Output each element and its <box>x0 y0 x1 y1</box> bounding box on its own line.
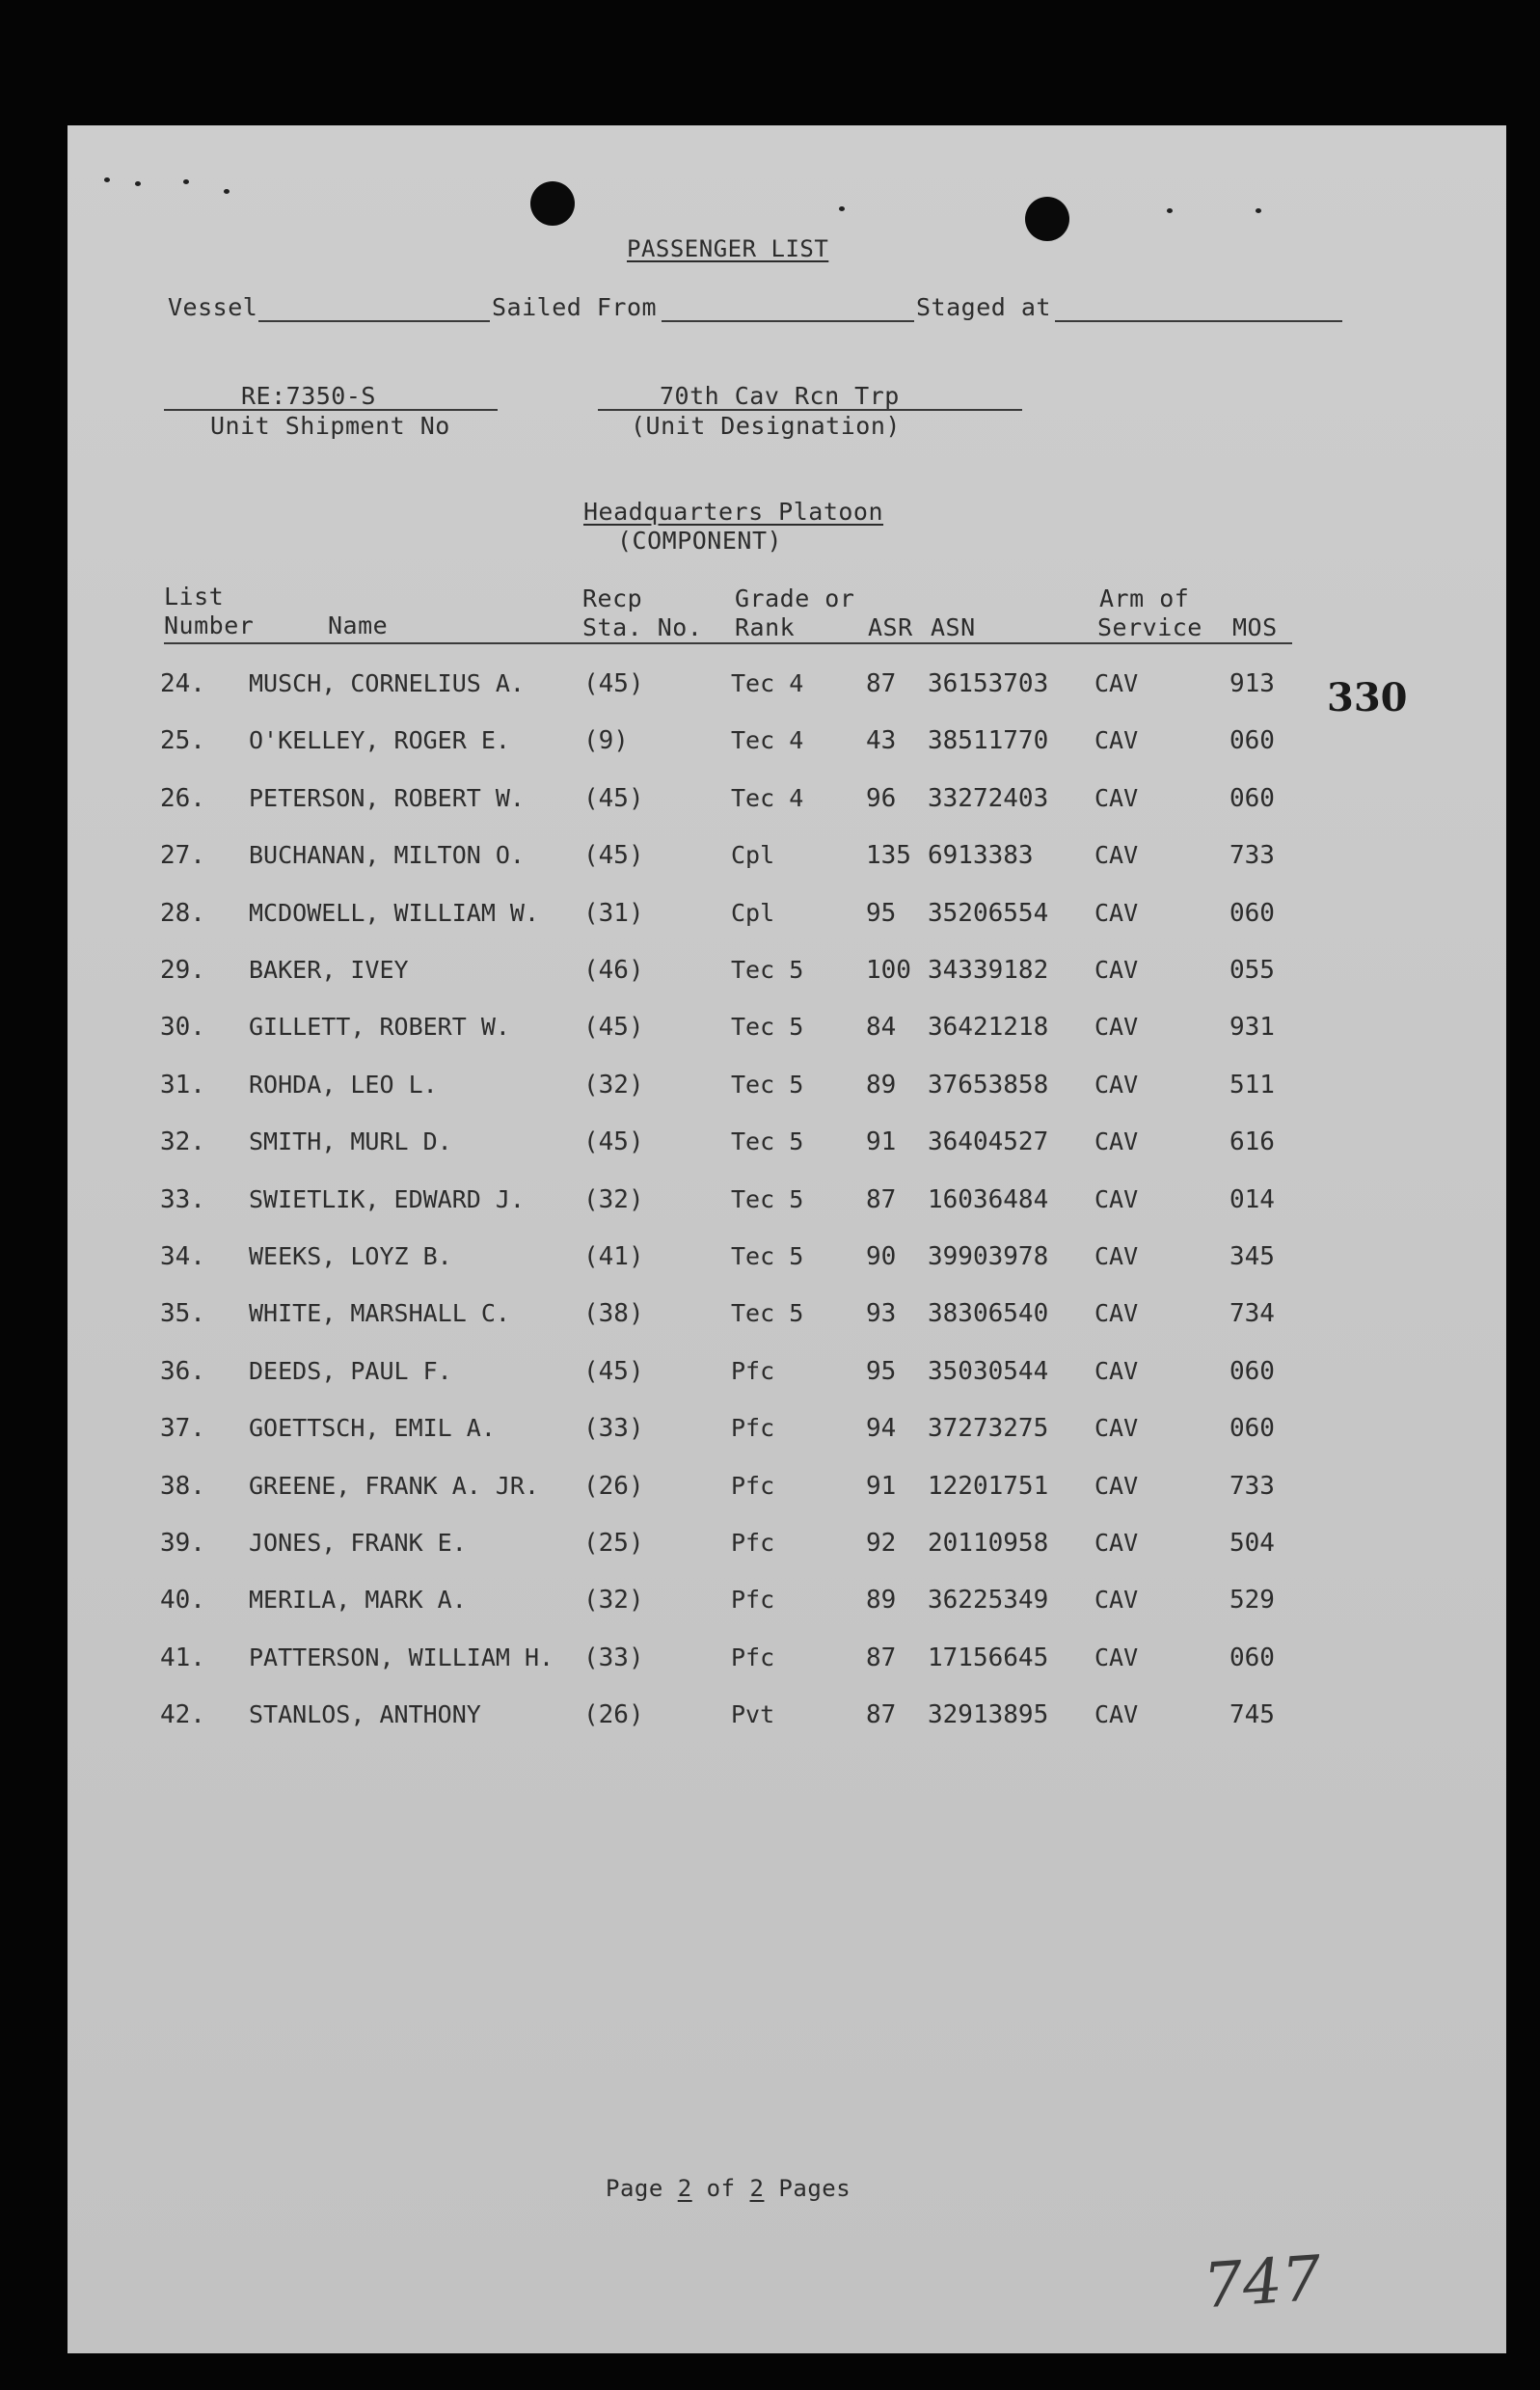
recp-sta-no: (26) <box>583 1471 644 1501</box>
grade-rank: Pfc <box>731 1529 775 1557</box>
asn-number: 16036484 <box>928 1184 1049 1214</box>
table-row <box>0 1529 1540 1567</box>
asr-score: 92 <box>866 1529 897 1558</box>
asn-number: 20110958 <box>928 1529 1049 1558</box>
list-number: 30. <box>160 1013 205 1043</box>
arm-of-service: CAV <box>1094 1471 1139 1500</box>
list-number: 34. <box>160 1242 205 1271</box>
list-number: 31. <box>160 1070 205 1100</box>
asr-score: 95 <box>866 898 897 928</box>
asr-score: 93 <box>866 1299 897 1329</box>
asr-score: 95 <box>866 1356 897 1386</box>
arm-of-service: CAV <box>1094 1529 1139 1557</box>
speck <box>224 189 230 194</box>
component-label: (COMPONENT) <box>617 527 783 555</box>
table-row <box>0 1013 1540 1051</box>
asr-score: 43 <box>866 726 897 756</box>
table-row <box>0 1700 1540 1739</box>
recp-sta-no: (38) <box>583 1299 644 1329</box>
recp-sta-no: (26) <box>583 1700 644 1730</box>
table-row <box>0 1357 1540 1396</box>
asr-score: 89 <box>866 1586 897 1616</box>
recp-sta-no: (45) <box>583 1356 644 1386</box>
recp-sta-no: (32) <box>583 1070 644 1100</box>
speck <box>104 177 110 182</box>
asn-number: 33272403 <box>928 783 1049 813</box>
recp-sta-no: (31) <box>583 898 644 928</box>
component: Headquarters Platoon <box>583 498 884 526</box>
recp-sta-no: (32) <box>583 1184 644 1214</box>
asr-score: 87 <box>866 1643 897 1672</box>
list-number: 29. <box>160 956 205 985</box>
asn-number: 12201751 <box>928 1471 1049 1501</box>
list-number: 26. <box>160 783 205 813</box>
mos-code: 060 <box>1229 898 1275 928</box>
recp-sta-no: (46) <box>583 956 644 985</box>
speck <box>839 206 845 211</box>
passenger-name: BUCHANAN, MILTON O. <box>249 841 525 870</box>
punch-hole-right <box>1025 197 1069 241</box>
passenger-name: PATTERSON, WILLIAM H. <box>249 1643 554 1671</box>
list-number: 38. <box>160 1471 205 1501</box>
grade-rank: Pvt <box>731 1700 775 1729</box>
recp-sta-no: (25) <box>583 1529 644 1558</box>
passenger-name: SWIETLIK, EDWARD J. <box>249 1184 525 1213</box>
grade-rank: Tec 5 <box>731 1127 804 1156</box>
col-name: Name <box>328 611 389 639</box>
stamp-number: 330 <box>1327 675 1408 720</box>
arm-of-service: CAV <box>1094 726 1139 755</box>
list-number: 40. <box>160 1586 205 1616</box>
handwritten-number: 747 <box>1201 2242 1324 2323</box>
mos-code: 931 <box>1229 1013 1275 1043</box>
grade-rank: Tec 5 <box>731 1013 804 1042</box>
grade-rank: Pfc <box>731 1643 775 1671</box>
table-row <box>0 956 1540 994</box>
asr-score: 87 <box>866 1700 897 1730</box>
sailed-from-line <box>662 320 914 322</box>
recp-sta-no: (45) <box>583 1013 644 1043</box>
speck <box>1256 208 1261 213</box>
table-row <box>0 1643 1540 1682</box>
list-number: 37. <box>160 1414 205 1444</box>
recp-sta-no: (32) <box>583 1586 644 1616</box>
grade-rank: Tec 4 <box>731 669 804 697</box>
table-row <box>0 1185 1540 1224</box>
list-number: 41. <box>160 1643 205 1672</box>
col-asr: ASR <box>868 613 913 641</box>
unit-shipment-no-label: Unit Shipment No <box>210 412 450 440</box>
asn-number: 38511770 <box>928 726 1049 756</box>
asn-number: 6913383 <box>928 841 1034 871</box>
list-number: 33. <box>160 1184 205 1214</box>
passenger-name: WHITE, MARSHALL C. <box>249 1299 510 1328</box>
page-title: PASSENGER LIST <box>627 235 829 262</box>
asr-score: 89 <box>866 1070 897 1100</box>
mos-code: 345 <box>1229 1242 1275 1271</box>
asr-score: 84 <box>866 1013 897 1043</box>
list-number: 27. <box>160 841 205 871</box>
mos-code: 060 <box>1229 1414 1275 1444</box>
list-number: 28. <box>160 898 205 928</box>
table-row <box>0 726 1540 765</box>
asn-number: 34339182 <box>928 956 1049 985</box>
passenger-name: WEEKS, LOYZ B. <box>249 1242 452 1270</box>
grade-rank: Pfc <box>731 1471 775 1500</box>
asn-number: 37273275 <box>928 1414 1049 1444</box>
table-row <box>0 1127 1540 1166</box>
col-grade-1: Grade or <box>735 584 855 612</box>
staged-at-line <box>1055 320 1342 322</box>
speck <box>183 179 189 184</box>
passenger-name: BAKER, IVEY <box>249 956 409 984</box>
arm-of-service: CAV <box>1094 1586 1139 1615</box>
staged-at-label: Staged at <box>916 293 1051 321</box>
mos-code: 055 <box>1229 956 1275 985</box>
asr-score: 87 <box>866 1184 897 1214</box>
asn-number: 17156645 <box>928 1643 1049 1672</box>
col-list-number-2: Number <box>164 611 255 639</box>
arm-of-service: CAV <box>1094 1414 1139 1443</box>
table-row <box>0 1071 1540 1109</box>
asn-number: 36421218 <box>928 1013 1049 1043</box>
mos-code: 060 <box>1229 1643 1275 1672</box>
passenger-name: ROHDA, LEO L. <box>249 1070 438 1099</box>
asr-score: 135 <box>866 841 911 871</box>
asn-number: 35030544 <box>928 1356 1049 1386</box>
arm-of-service: CAV <box>1094 1700 1139 1729</box>
recp-sta-no: (41) <box>583 1242 644 1271</box>
arm-of-service: CAV <box>1094 1013 1139 1042</box>
speck <box>1167 208 1173 213</box>
recp-sta-no: (45) <box>583 669 644 698</box>
col-list-number-1: List <box>164 583 225 611</box>
recp-sta-no: (45) <box>583 841 644 871</box>
mos-code: 616 <box>1229 1127 1275 1157</box>
passenger-name: MERILA, MARK A. <box>249 1586 467 1615</box>
passenger-name: JONES, FRANK E. <box>249 1529 467 1557</box>
table-row <box>0 1299 1540 1338</box>
asn-number: 35206554 <box>928 898 1049 928</box>
grade-rank: Cpl <box>731 841 775 870</box>
table-row <box>0 1242 1540 1281</box>
grade-rank: Tec 5 <box>731 956 804 984</box>
punch-hole-left <box>530 181 575 226</box>
grade-rank: Tec 5 <box>731 1070 804 1099</box>
asr-score: 91 <box>866 1471 897 1501</box>
grade-rank: Cpl <box>731 898 775 927</box>
table-row <box>0 1472 1540 1510</box>
passenger-name: GILLETT, ROBERT W. <box>249 1013 510 1042</box>
vessel-line <box>258 320 490 322</box>
passenger-name: GOETTSCH, EMIL A. <box>249 1414 496 1443</box>
arm-of-service: CAV <box>1094 1299 1139 1328</box>
footer-pages-label: Pages <box>778 2175 851 2202</box>
grade-rank: Pfc <box>731 1586 775 1615</box>
arm-of-service: CAV <box>1094 1643 1139 1671</box>
grade-rank: Pfc <box>731 1414 775 1443</box>
table-row <box>0 1414 1540 1453</box>
asn-number: 36404527 <box>928 1127 1049 1157</box>
asn-number: 32913895 <box>928 1700 1049 1730</box>
list-number: 42. <box>160 1700 205 1730</box>
arm-of-service: CAV <box>1094 783 1139 812</box>
arm-of-service: CAV <box>1094 841 1139 870</box>
asr-score: 91 <box>866 1127 897 1157</box>
unit-designation-label: (Unit Designation) <box>631 412 901 440</box>
asn-number: 39903978 <box>928 1242 1049 1271</box>
list-number: 25. <box>160 726 205 756</box>
grade-rank: Tec 5 <box>731 1184 804 1213</box>
footer-pages: 2 <box>749 2175 765 2202</box>
vessel-label: Vessel <box>168 293 258 321</box>
passenger-name: PETERSON, ROBERT W. <box>249 783 525 812</box>
mos-code: 060 <box>1229 726 1275 756</box>
grade-rank: Tec 4 <box>731 783 804 812</box>
table-row <box>0 841 1540 880</box>
arm-of-service: CAV <box>1094 1242 1139 1270</box>
table-row <box>0 784 1540 823</box>
grade-rank: Tec 5 <box>731 1242 804 1270</box>
mos-code: 734 <box>1229 1299 1275 1329</box>
list-number: 35. <box>160 1299 205 1329</box>
mos-code: 733 <box>1229 841 1275 871</box>
asr-score: 100 <box>866 956 911 985</box>
arm-of-service: CAV <box>1094 669 1139 697</box>
mos-code: 060 <box>1229 783 1275 813</box>
recp-sta-no: (45) <box>583 783 644 813</box>
grade-rank: Tec 4 <box>731 726 804 755</box>
asr-score: 90 <box>866 1242 897 1271</box>
mos-code: 511 <box>1229 1070 1275 1100</box>
recp-sta-no: (33) <box>583 1414 644 1444</box>
arm-of-service: CAV <box>1094 1356 1139 1385</box>
grade-rank: Tec 5 <box>731 1299 804 1328</box>
table-row <box>0 669 1540 708</box>
arm-of-service: CAV <box>1094 1127 1139 1156</box>
list-number: 24. <box>160 669 205 698</box>
recp-sta-no: (9) <box>583 726 629 756</box>
col-recp-1: Recp <box>582 584 643 612</box>
mos-code: 060 <box>1229 1356 1275 1386</box>
passenger-name: MUSCH, CORNELIUS A. <box>249 669 525 697</box>
asn-number: 37653858 <box>928 1070 1049 1100</box>
mos-code: 913 <box>1229 669 1275 698</box>
page-footer <box>606 2175 851 2202</box>
col-asn: ASN <box>931 613 976 641</box>
mos-code: 733 <box>1229 1471 1275 1501</box>
mos-code: 529 <box>1229 1586 1275 1616</box>
list-number: 36. <box>160 1356 205 1386</box>
arm-of-service: CAV <box>1094 956 1139 984</box>
footer-page-label: Page <box>606 2175 663 2202</box>
col-mos: MOS <box>1232 613 1278 641</box>
arm-of-service: CAV <box>1094 1184 1139 1213</box>
col-arm-1: Arm of <box>1099 584 1190 612</box>
mos-code: 504 <box>1229 1529 1275 1558</box>
list-number: 39. <box>160 1529 205 1558</box>
mos-code: 014 <box>1229 1184 1275 1214</box>
arm-of-service: CAV <box>1094 1070 1139 1099</box>
grade-rank: Pfc <box>731 1356 775 1385</box>
passenger-name: STANLOS, ANTHONY <box>249 1700 481 1729</box>
unit-designation: 70th Cav Rcn Trp <box>660 382 900 410</box>
footer-of-label: of <box>706 2175 736 2202</box>
list-number: 32. <box>160 1127 205 1157</box>
sailed-from-label: Sailed From <box>492 293 658 321</box>
table-row <box>0 899 1540 937</box>
passenger-name: DEEDS, PAUL F. <box>249 1356 452 1385</box>
speck <box>135 181 141 186</box>
asr-score: 96 <box>866 783 897 813</box>
asr-score: 87 <box>866 669 897 698</box>
col-arm-2: Service <box>1097 613 1202 641</box>
col-recp-2: Sta. No. <box>582 613 703 641</box>
header-underline <box>164 642 1292 644</box>
passenger-name: SMITH, MURL D. <box>249 1127 452 1156</box>
recp-sta-no: (45) <box>583 1127 644 1157</box>
passenger-name: MCDOWELL, WILLIAM W. <box>249 898 540 927</box>
arm-of-service: CAV <box>1094 898 1139 927</box>
passenger-name: GREENE, FRANK A. JR. <box>249 1471 540 1500</box>
mos-code: 745 <box>1229 1700 1275 1730</box>
unit-shipment-no: RE:7350-S <box>241 382 376 410</box>
col-grade-2: Rank <box>735 613 796 641</box>
passenger-name: O'KELLEY, ROGER E. <box>249 726 510 755</box>
asn-number: 36225349 <box>928 1586 1049 1616</box>
footer-page: 2 <box>677 2175 692 2202</box>
table-row <box>0 1586 1540 1624</box>
document-page <box>68 125 1506 2353</box>
asn-number: 38306540 <box>928 1299 1049 1329</box>
asn-number: 36153703 <box>928 669 1049 698</box>
asr-score: 94 <box>866 1414 897 1444</box>
recp-sta-no: (33) <box>583 1643 644 1672</box>
